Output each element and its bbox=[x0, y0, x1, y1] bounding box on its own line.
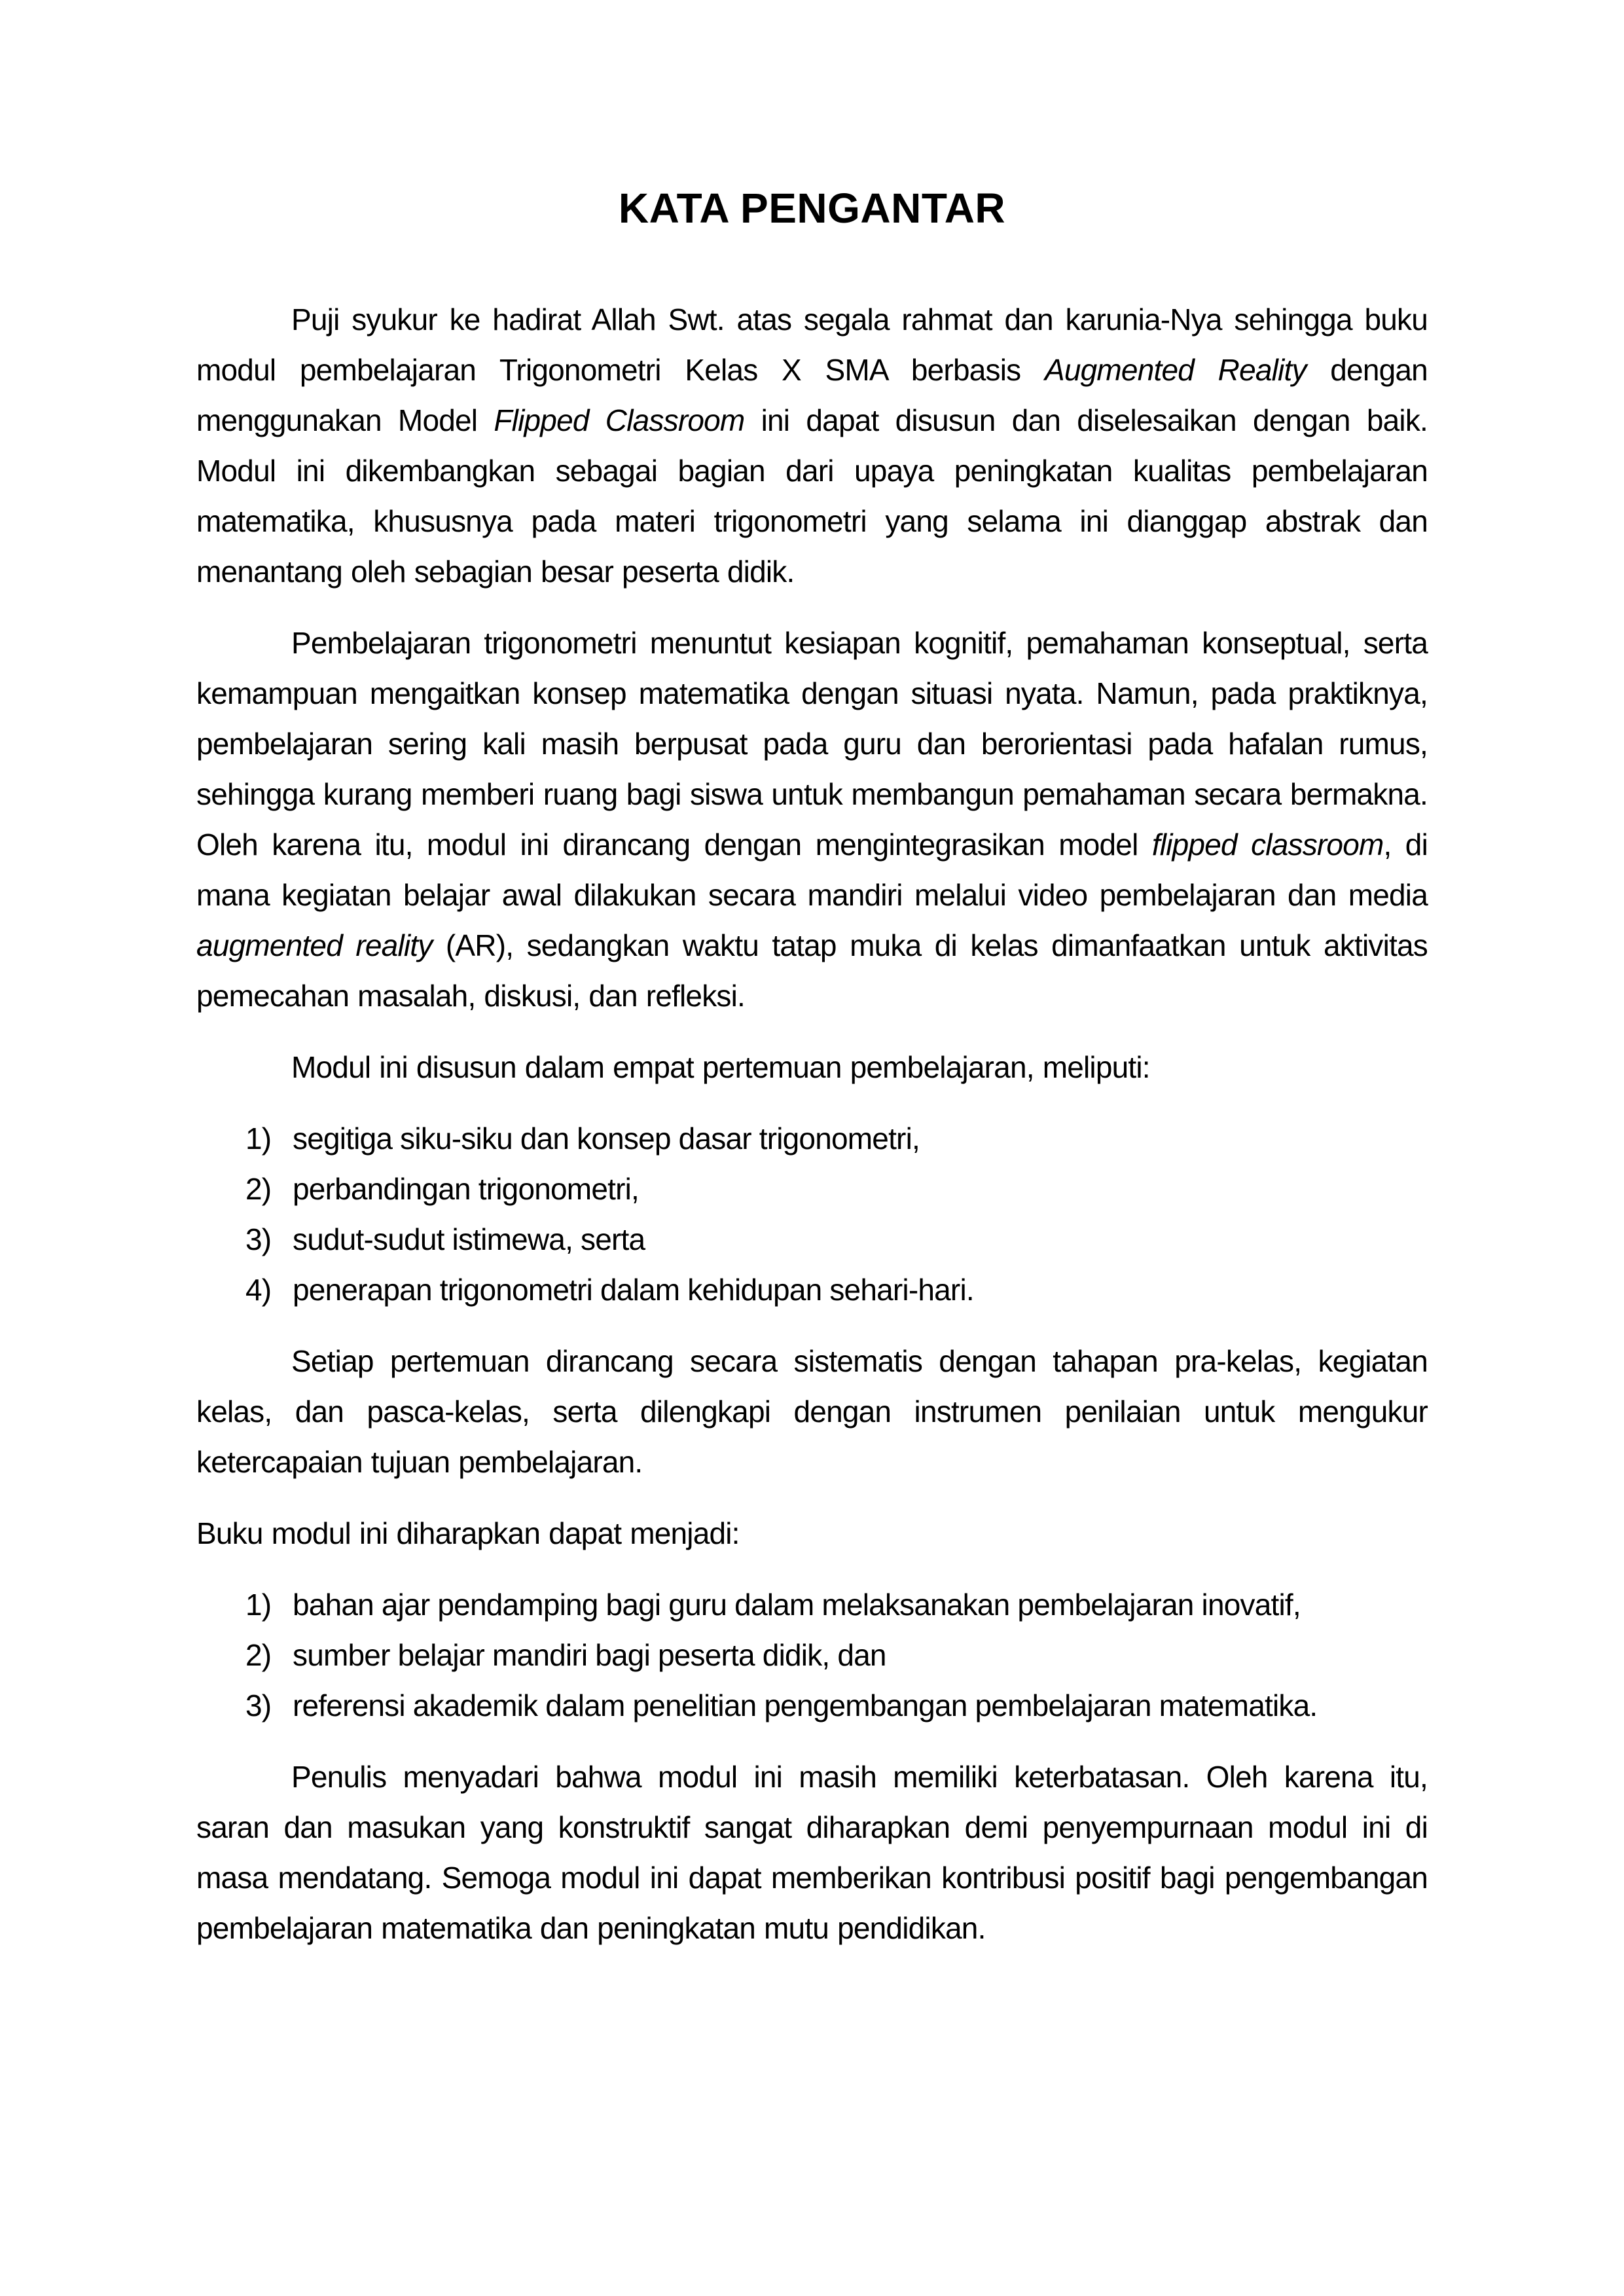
list-marker: 1) bbox=[245, 1121, 272, 1156]
text-run: (AR), sedangkan waktu tatap muka di kelas dimanfaatkan untuk aktivitas pemecahan masalah, diskusi, dan refleksi. bbox=[196, 928, 1428, 1013]
list-item bbox=[196, 1164, 1428, 1214]
paragraph-sistematika: Setiap pertemuan dirancang secara sistematis dengan tahapan pra-kelas, kegiatan kelas, dan pasca-kelas, serta dilengkapi dengan instrumen penilaian untuk mengukur ketercapaian tujuan pembelajaran. bbox=[196, 1344, 1428, 1479]
italic-run-augmented-reality: augmented reality bbox=[196, 928, 433, 962]
text-run: ini dapat disusun dan diselesaikan dengan baik. Modul ini dikembangkan sebagai bagian dari upaya peningkatan kualitas pembelajaran matematika, khususnya pada materi trigonometri yang selama ini dianggap abstrak dan menantang oleh sebagian besar peserta didik. bbox=[196, 403, 1428, 589]
list-item bbox=[196, 1114, 1428, 1164]
paragraph-harapan-intro: Buku modul ini diharapkan dapat menjadi: bbox=[196, 1516, 740, 1550]
list-item-text: penerapan trigonometri dalam kehidupan sehari-hari. bbox=[293, 1273, 974, 1307]
list-item-text: bahan ajar pendamping bagi guru dalam melaksanakan pembelajaran inovatif, bbox=[293, 1588, 1301, 1622]
text-run: dengan menggunakan Model bbox=[196, 353, 1428, 437]
list-pertemuan bbox=[196, 1114, 1428, 1315]
list-marker: 3) bbox=[245, 1222, 272, 1256]
text-run: , di mana kegiatan belajar awal dilakukan secara mandiri melalui video pembelajaran dan media bbox=[196, 828, 1428, 912]
paragraph-background bbox=[196, 618, 1428, 1021]
list-item bbox=[196, 1681, 1428, 1731]
list-item bbox=[196, 1265, 1428, 1315]
italic-run-flipped-classroom: flipped classroom bbox=[1151, 828, 1384, 862]
page-title: KATA PENGANTAR bbox=[618, 185, 1006, 232]
text-run: Pembelajaran trigonometri menuntut kesiapan kognitif, pemahaman konseptual, serta kemampuan mengaitkan konsep matematika dengan situasi nyata. Namun, pada praktiknya, pembelajaran sering kali masih berpusat pada guru dan berorientasi pada hafalan rumus, sehingga kurang memberi ruang bagi siswa untuk membangun pemahaman secara bermakna. Oleh karena itu, modul ini dirancang dengan mengintegrasikan model bbox=[196, 626, 1428, 862]
italic-run-augmented-reality: Augmented Reality bbox=[1044, 353, 1307, 387]
list-marker: 2) bbox=[245, 1638, 272, 1672]
paragraph-structure-intro: Modul ini disusun dalam empat pertemuan pembelajaran, meliputi: bbox=[291, 1050, 1150, 1084]
list-marker: 4) bbox=[245, 1273, 272, 1307]
list-item-text: referensi akademik dalam penelitian pengembangan pembelajaran matematika. bbox=[293, 1688, 1318, 1722]
list-item bbox=[196, 1630, 1428, 1681]
list-item-text: segitiga siku-siku dan konsep dasar trigonometri, bbox=[293, 1121, 920, 1156]
list-marker: 3) bbox=[245, 1688, 272, 1722]
paragraph-closing: Penulis menyadari bahwa modul ini masih memiliki keterbatasan. Oleh karena itu, saran dan masukan yang konstruktif sangat diharapkan demi penyempurnaan modul ini di masa mendatang. Semoga modul ini dapat memberikan kontribusi positif bagi pengembangan pembelajaran matematika dan peningkatan mutu pendidikan. bbox=[196, 1760, 1428, 1945]
paragraph-opening bbox=[196, 295, 1428, 597]
italic-run-flipped-classroom: Flipped Classroom bbox=[494, 403, 745, 437]
list-marker: 1) bbox=[245, 1588, 272, 1622]
list-item bbox=[196, 1580, 1428, 1630]
list-item-text: sumber belajar mandiri bagi peserta didik, dan bbox=[293, 1638, 886, 1672]
list-item-text: perbandingan trigonometri, bbox=[293, 1172, 639, 1206]
list-marker: 2) bbox=[245, 1172, 272, 1206]
list-item-text: sudut-sudut istimewa, serta bbox=[293, 1222, 645, 1256]
list-item bbox=[196, 1214, 1428, 1265]
text-run: Puji syukur ke hadirat Allah Swt. atas segala rahmat dan karunia-Nya sehingga buku modul pembelajaran Trigonometri Kelas X SMA berbasis bbox=[196, 302, 1428, 387]
list-harapan bbox=[196, 1580, 1428, 1731]
